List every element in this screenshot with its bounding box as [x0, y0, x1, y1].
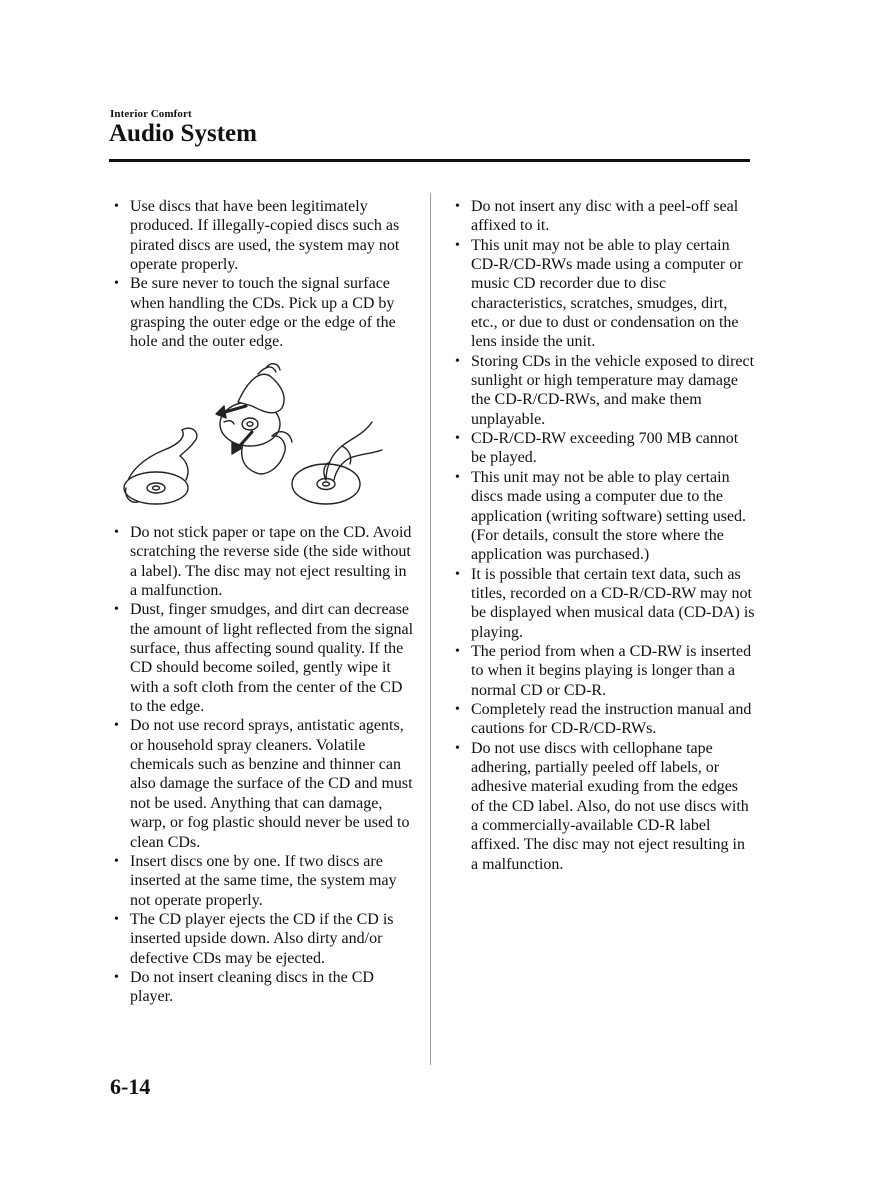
column-divider	[430, 193, 431, 1065]
left-column-list	[114, 197, 414, 352]
list-item: • Do not insert cleaning discs in the CD player.	[114, 968, 414, 1007]
page-number: 6-14	[110, 1074, 151, 1099]
right-column-list	[455, 197, 755, 874]
list-item: • Do not insert any disc with a peel-off seal affixed to it.	[455, 197, 755, 236]
list-item: • Insert discs one by one. If two discs are inserted at the same time, the system may not operate properly.	[114, 852, 414, 910]
list-item: • This unit may not be able to play certain CD-R/CD-RWs made using a computer or music CD recorder due to disc characteristics, scratches, smudges, dirt, etc., or due to dust or condensation on the lens inside the unit.	[455, 236, 755, 352]
list-item: • Be sure never to touch the signal surface when handling the CDs. Pick up a CD by grasping the outer edge or the edge of the hole and the outer edge.	[114, 274, 414, 351]
list-item: • Do not use record sprays, antistatic agents, or household spray cleaners. Volatile chemicals such as benzine and thinner can also damage the surface of the CD and must not be used. Anything that can damage, warp, or fog plastic should never be used to clean CDs.	[114, 716, 414, 851]
list-item: • The period from when a CD-RW is inserted to when it begins playing is longer than a normal CD or CD-R.	[455, 642, 755, 700]
list-item: • CD-R/CD-RW exceeding 700 MB cannot be played.	[455, 429, 755, 468]
list-item: • It is possible that certain text data, such as titles, recorded on a CD-R/CD-RW may not be displayed when musical data (CD-DA) is playing.	[455, 565, 755, 642]
holding-cd-icon	[124, 428, 197, 504]
header-rule	[109, 159, 750, 162]
list-item: • Completely read the instruction manual and cautions for CD-R/CD-RWs.	[455, 700, 755, 739]
list-item: • Dust, finger smudges, and dirt can decrease the amount of light reflected from the signal surface, thus affecting sound quality. If the CD should become soiled, gently wipe it with a soft cloth from the center of the CD to the edge.	[114, 600, 414, 716]
left-column-list-continued	[114, 523, 414, 1007]
list-item: • Do not stick paper or tape on the CD. Avoid scratching the reverse side (the side without a label). The disc may not eject resulting in a malfunction.	[114, 523, 414, 600]
list-item: • The CD player ejects the CD if the CD is inserted upside down. Also dirty and/or defective CDs may be ejected.	[114, 910, 414, 968]
cd-handling-illustration-icon	[120, 362, 392, 516]
page-title: Audio System	[109, 120, 257, 147]
wiping-cd-icon	[216, 364, 292, 474]
list-item: • Storing CDs in the vehicle exposed to direct sunlight or high temperature may damage the CD-R/CD-RWs, and make them unplayable.	[455, 352, 755, 429]
list-item: • Do not use discs with cellophane tape adhering, partially peeled off labels, or adhesive material exuding from the edges of the CD label. Also, do not use discs with a commercially-available CD-R label affixed. The disc may not eject resulting in a malfunction.	[455, 739, 755, 874]
list-item: • This unit may not be able to play certain discs made using a computer due to the application (writing software) setting used. (For details, consult the store where the application was purchased.)	[455, 468, 755, 565]
finger-hole-cd-icon	[292, 422, 382, 504]
section-label: Interior Comfort	[110, 108, 192, 120]
list-item: • Use discs that have been legitimately produced. If illegally-copied discs such as pirated discs are used, the system may not operate properly.	[114, 197, 414, 274]
